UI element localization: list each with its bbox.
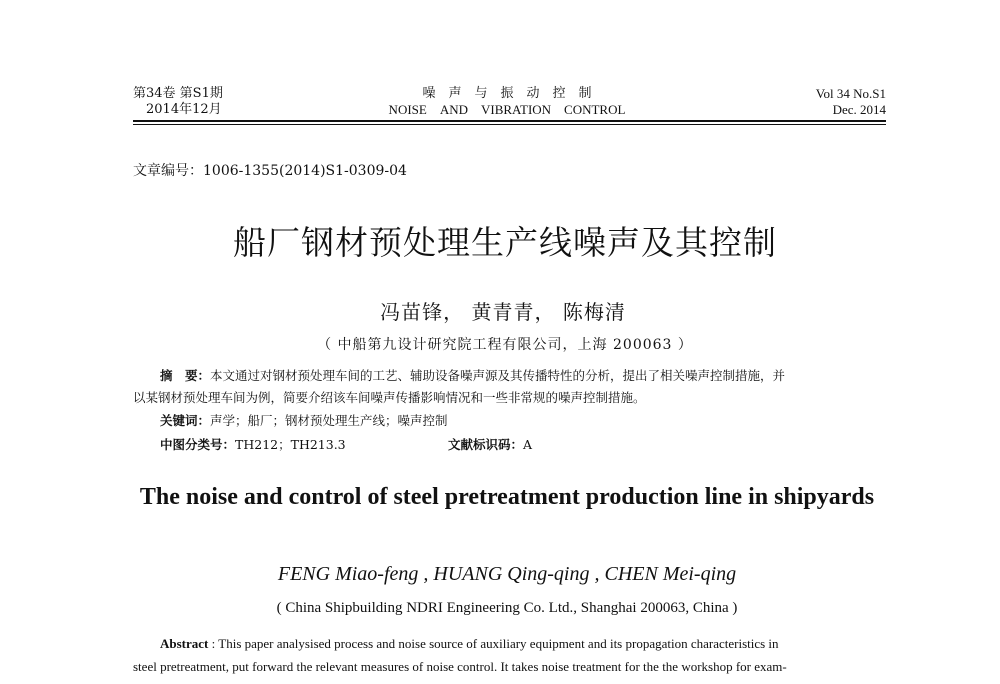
title-en: The noise and control of steel pretreatment production line in shipyards	[139, 484, 875, 510]
journal-date-cn: 2014年12月	[146, 102, 222, 117]
classification-text: TH212；TH213.3	[235, 437, 346, 452]
classification-label: 中图分类号：	[160, 437, 236, 452]
journal-name-en: NOISE AND VIBRATION CONTROL	[388, 102, 626, 117]
affiliation-en: ( China Shipbuilding NDRI Engineering Co. Ltd., Shanghai 200063, China )	[276, 600, 738, 616]
authors-en: FENG Miao-feng , HUANG Qing-qing , CHEN Mei-qing	[277, 563, 737, 585]
classification-cn	[160, 436, 346, 454]
doc-code	[448, 436, 532, 454]
abstract-en-label: Abstract	[160, 636, 209, 651]
doc-code-text: A	[523, 437, 533, 452]
title-cn: 船厂钢材预处理生产线噪声及其控制	[233, 223, 777, 262]
header-rule-thin	[133, 124, 886, 125]
affiliation-cn: （ 中船第九设计研究院工程有限公司，上海 200063 ）	[317, 337, 693, 353]
journal-volume-en: Vol 34 No.S1	[815, 86, 886, 101]
abstract-cn-line1	[160, 367, 785, 385]
abstract-cn-text-1: 本文通过对钢材预处理车间的工艺、辅助设备噪声源及其传播特性的分析，提出了相关噪声控制措施，并	[210, 368, 786, 383]
journal-volume-cn: 第34卷 第S1期	[133, 86, 223, 101]
keywords-cn	[160, 412, 448, 430]
article-number: 文章编号：1006-1355(2014)S1-0309-04	[133, 163, 407, 179]
doc-code-label: 文献标识码：	[448, 437, 524, 452]
abstract-cn-text-2: 以某钢材预处理车间为例，简要介绍该车间噪声传播影响情况和一些非常规的噪声控制措施。	[133, 390, 646, 405]
abstract-en-text-2: steel pretreatment, put forward the relevant measures of noise control. It takes noise treatment for the the workshop for exam-	[133, 659, 787, 674]
journal-date-en: Dec. 2014	[832, 102, 886, 117]
authors-cn: 冯苗锋， 黄青青， 陈梅清	[380, 300, 626, 324]
abstract-en-line1	[160, 633, 779, 655]
abstract-en-text-1: : This paper analysised process and noise source of auxiliary equipment and its propagation characteristics in	[208, 636, 779, 651]
keywords-cn-label: 关键词：	[160, 413, 211, 428]
header-rule-thick	[133, 120, 886, 122]
keywords-cn-text: 声学；船厂；钢材预处理生产线；噪声控制	[210, 413, 448, 428]
abstract-cn-label: 摘 要：	[160, 368, 211, 383]
journal-name-cn: 噪 声 与 振 动 控 制	[422, 86, 592, 101]
